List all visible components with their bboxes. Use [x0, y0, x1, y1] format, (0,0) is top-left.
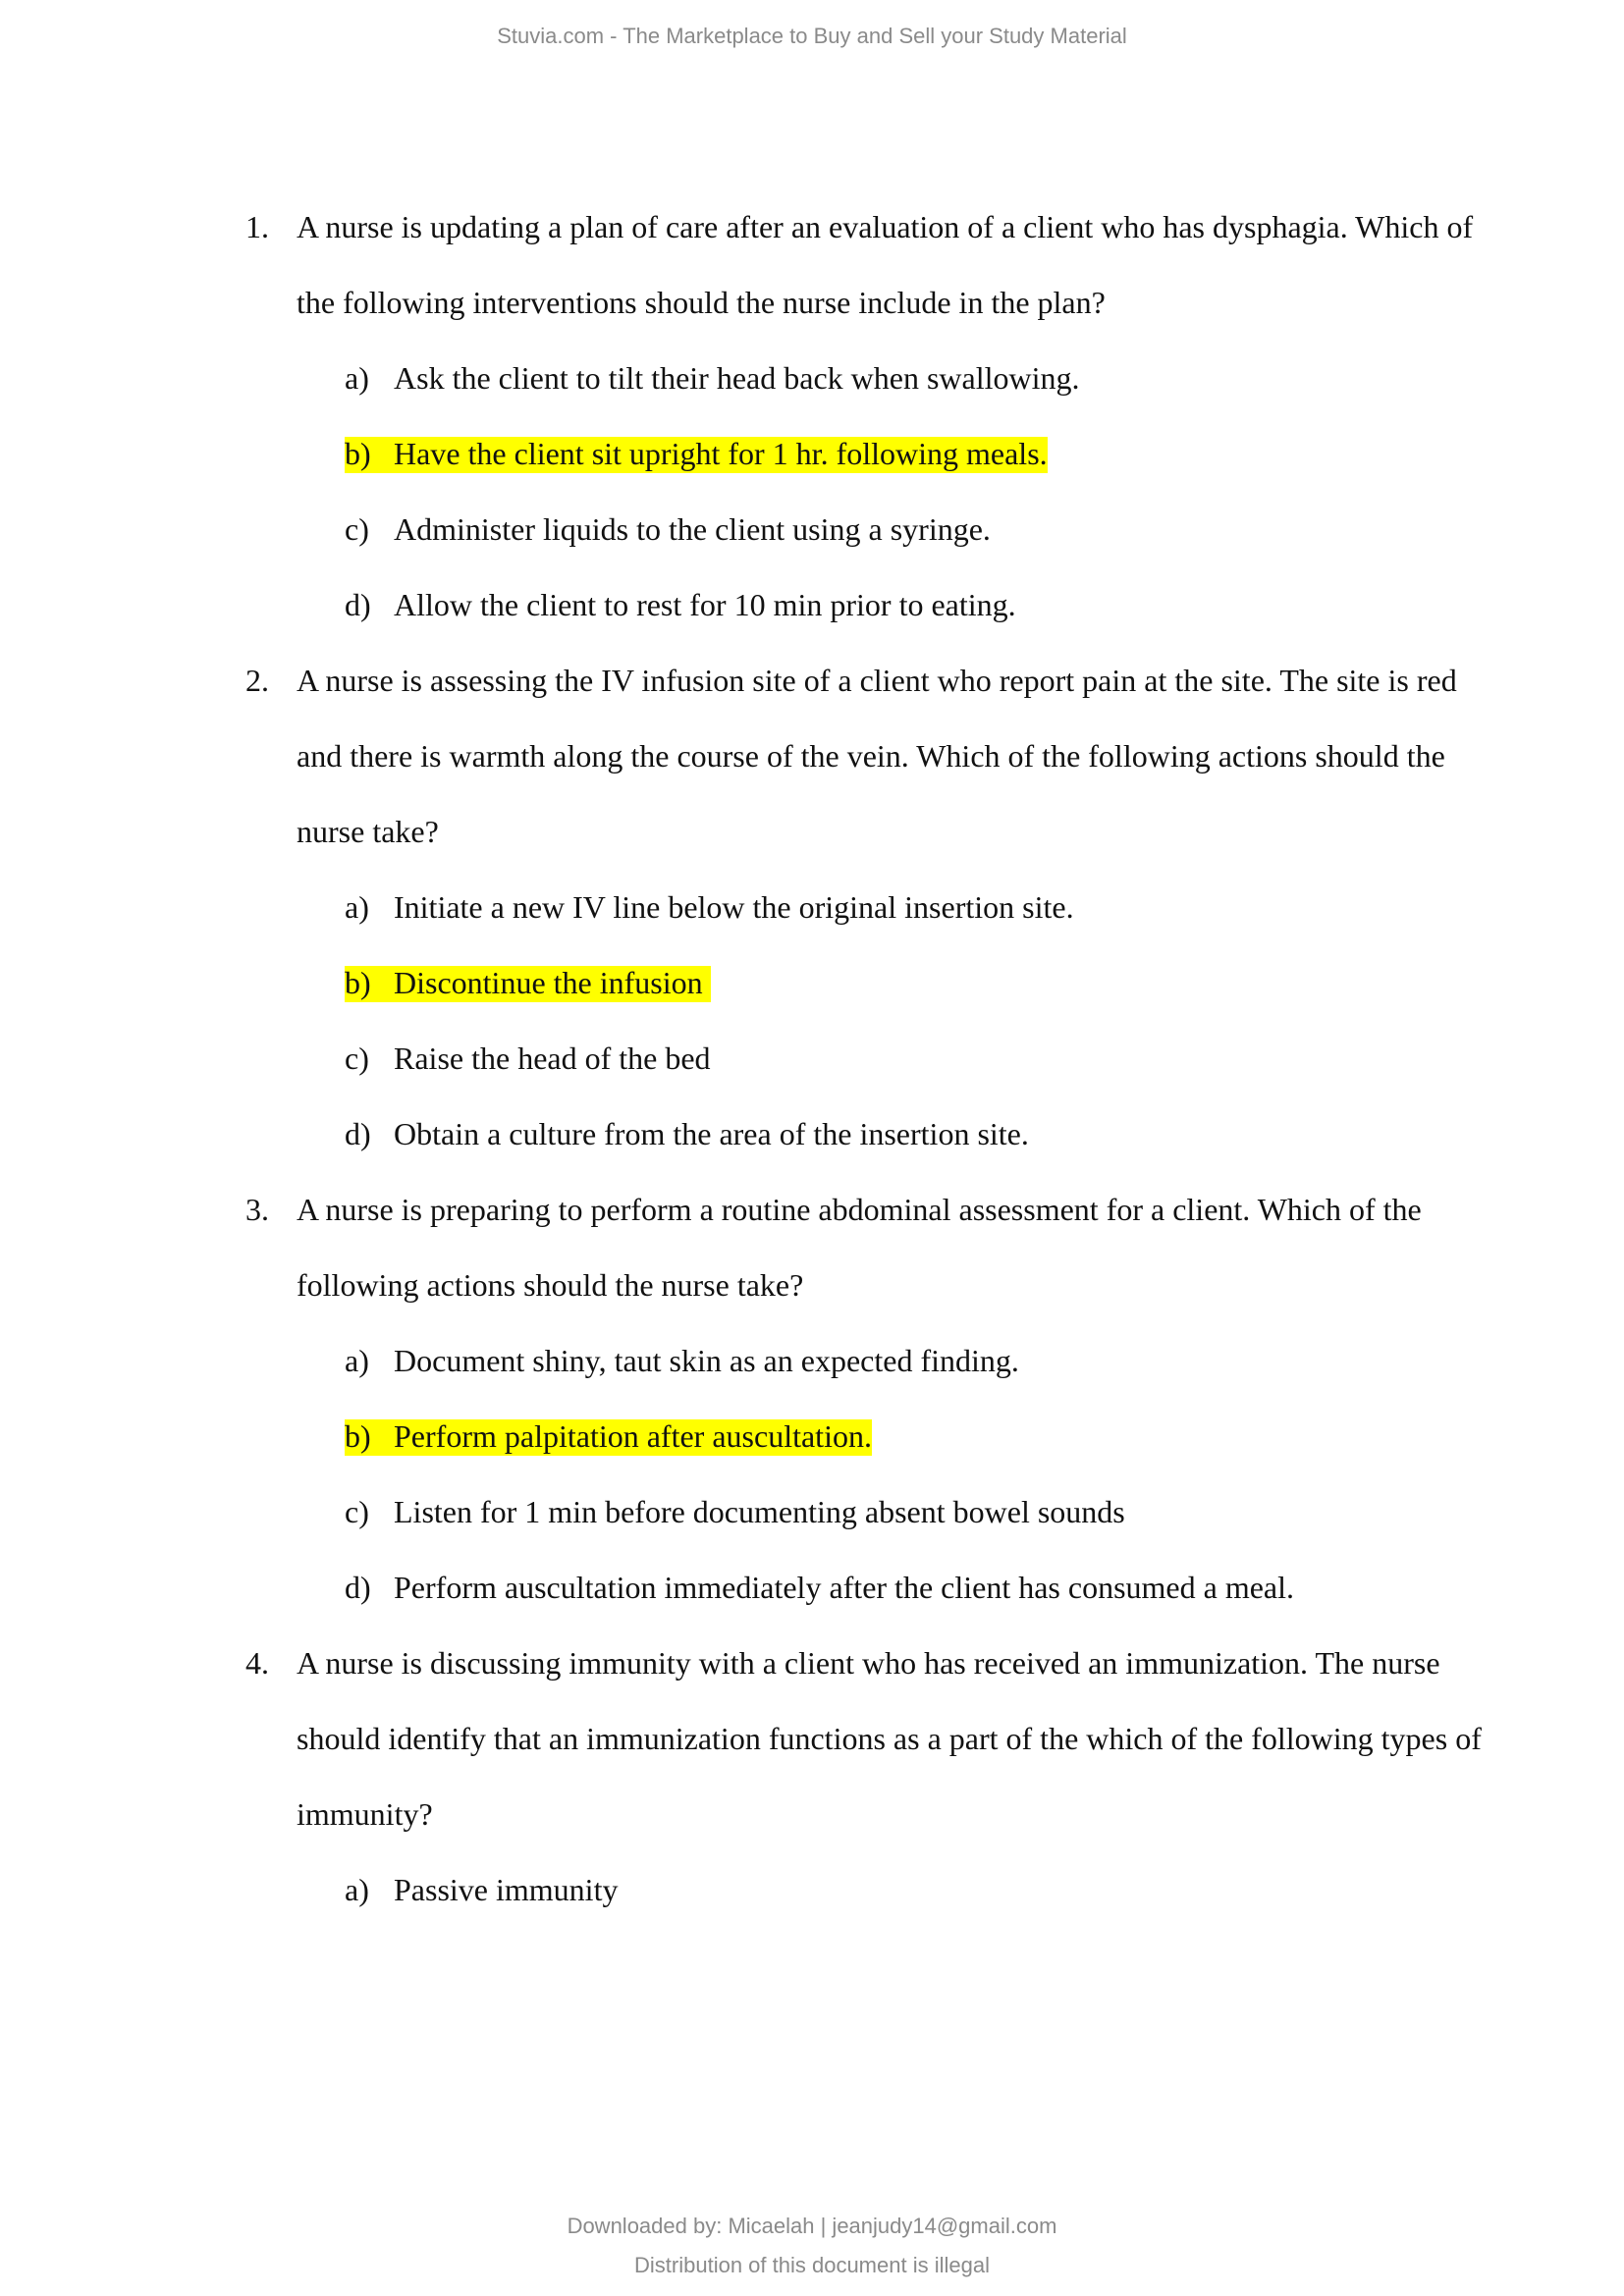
question-4 [0, 1626, 1624, 1928]
question-number: 4. [245, 1645, 269, 1681]
question-1 [0, 189, 1624, 643]
option-c [0, 1474, 1624, 1550]
option-text: Allow the client to rest for 10 min prior to eating. [394, 587, 1016, 622]
answer-highlight [345, 416, 1048, 492]
page-header-watermark: Stuvia.com - The Marketplace to Buy and Sell your Study Material [497, 24, 1127, 48]
option-d [0, 1096, 1624, 1172]
option-letter: c) [345, 1494, 369, 1529]
option-d [0, 567, 1624, 643]
option-letter: a) [345, 1343, 369, 1378]
answer-highlight [345, 945, 711, 1021]
question-text: A nurse is assessing the IV infusion site of a client who report pain at the site. The site is red and there is warmth along the course of the vein. Which of the following actions should the nurse take? [297, 663, 1457, 849]
option-text: Discontinue the infusion [394, 965, 703, 1000]
option-c [0, 1021, 1624, 1096]
option-letter: b) [345, 1418, 371, 1454]
footer-distribution-notice: Distribution of this document is illegal [634, 2253, 990, 2277]
footer-downloaded-by: Downloaded by: Micaelah | jeanjudy14@gmail.com [567, 2214, 1057, 2238]
option-text: Raise the head of the bed [394, 1041, 711, 1076]
option-b-highlighted-answer [0, 416, 1624, 492]
option-letter: a) [345, 889, 369, 925]
option-text: Initiate a new IV line below the original insertion site. [394, 889, 1074, 925]
question-number: 2. [245, 663, 269, 698]
option-text: Ask the client to tilt their head back when swallowing. [394, 360, 1080, 396]
option-text: Have the client sit upright for 1 hr. following meals. [394, 436, 1048, 471]
option-a [0, 341, 1624, 416]
option-d [0, 1550, 1624, 1626]
option-text: Perform auscultation immediately after the client has consumed a meal. [394, 1570, 1295, 1605]
option-letter: b) [345, 965, 371, 1000]
option-letter: b) [345, 436, 371, 471]
question-text: A nurse is updating a plan of care after an evaluation of a client who has dysphagia. Which of the following interventions should the nurse include in the plan? [297, 209, 1474, 320]
option-list [0, 341, 1624, 643]
option-b-highlighted-answer [0, 945, 1624, 1021]
option-letter: d) [345, 587, 371, 622]
option-a [0, 870, 1624, 945]
question-2 [0, 643, 1624, 1172]
option-text: Administer liquids to the client using a syringe. [394, 511, 991, 547]
question-3 [0, 1172, 1624, 1626]
option-letter: c) [345, 1041, 369, 1076]
question-number: 1. [245, 209, 269, 244]
option-letter: d) [345, 1116, 371, 1151]
option-letter: d) [345, 1570, 371, 1605]
option-letter: a) [345, 360, 369, 396]
option-a [0, 1323, 1624, 1399]
option-c [0, 492, 1624, 567]
question-text: A nurse is discussing immunity with a client who has received an immunization. The nurse should identify that an immunization functions as a part of the which of the following types of immunity? [297, 1645, 1482, 1832]
option-a [0, 1852, 1624, 1928]
answer-highlight [345, 1399, 872, 1474]
question-number: 3. [245, 1192, 269, 1227]
option-text: Passive immunity [394, 1872, 619, 1907]
question-text: A nurse is preparing to perform a routine abdominal assessment for a client. Which of the following actions should the nurse take? [297, 1192, 1422, 1303]
option-list [0, 1323, 1624, 1626]
option-text: Listen for 1 min before documenting absent bowel sounds [394, 1494, 1125, 1529]
option-text: Perform palpitation after auscultation. [394, 1418, 872, 1454]
option-text: Obtain a culture from the area of the insertion site. [394, 1116, 1029, 1151]
option-list [0, 1852, 1624, 1928]
option-letter: c) [345, 511, 369, 547]
option-text: Document shiny, taut skin as an expected finding. [394, 1343, 1019, 1378]
question-list [0, 189, 1624, 1928]
option-letter: a) [345, 1872, 369, 1907]
option-list [0, 870, 1624, 1172]
option-b-highlighted-answer [0, 1399, 1624, 1474]
